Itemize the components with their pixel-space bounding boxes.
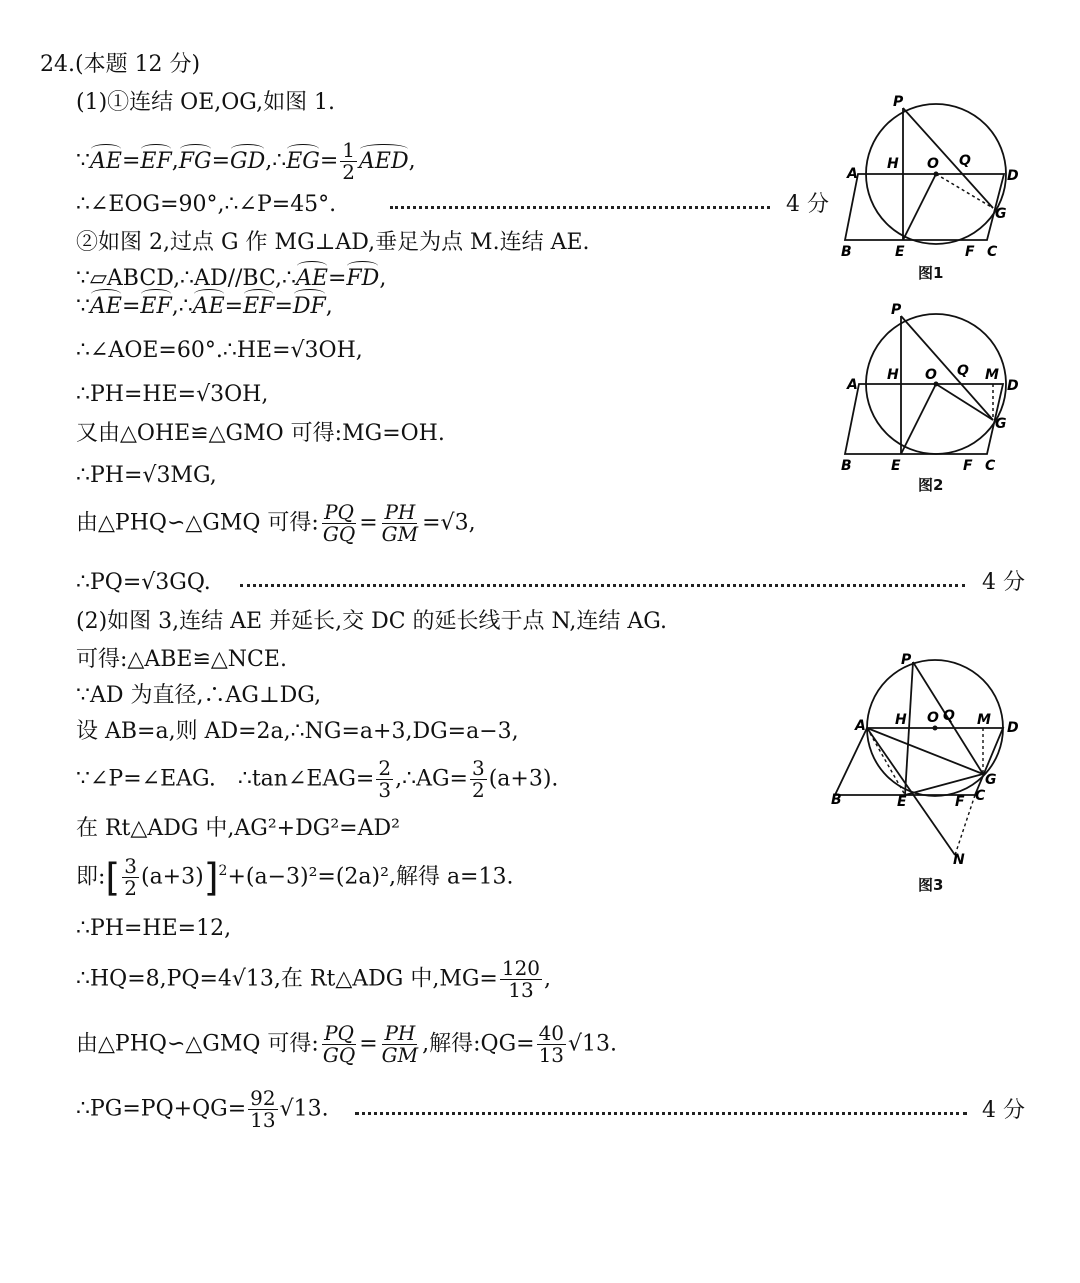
dot-leader-3 <box>355 1112 967 1115</box>
dot-leader-2 <box>240 584 965 587</box>
fig1-label-d: D <box>1007 168 1019 184</box>
p1-line10: ∴PH=√3MG, <box>76 463 217 488</box>
p1-line3: ∴∠EOG=90°,∴∠P=45°. <box>76 192 337 217</box>
p2-line7: 即:[ $\frac{3}{2}$ (a+3)]$^2$+(a−3)²=(2a)²,解得 a=13. <box>76 854 514 900</box>
arc-fg: FG <box>178 148 212 174</box>
fig2-label-d: D <box>1007 378 1019 394</box>
p2-line3: ∵AD 为直径,∴AG⊥DG, <box>76 683 322 708</box>
fig3-label-m: M <box>977 712 991 728</box>
p1-line11: 由△PHQ∽△GMQ 可得: $\frac{PQ}{GQ}$ = $\frac{PH}{GM}$ =√3, <box>76 500 476 546</box>
fig2-label-b: B <box>841 458 852 472</box>
p1-line8: ∴PH=HE=√3OH, <box>76 382 269 407</box>
figure-1 <box>835 90 1035 260</box>
p2-line4: 设 AB=a,则 AD=2a,∴NG=a+3,DG=a−3, <box>76 719 519 744</box>
fig2-label-g: G <box>995 416 1007 432</box>
fig1-label-a: A <box>847 166 858 182</box>
fig3-label-c: C <box>975 788 986 804</box>
fig3-label-b: B <box>831 792 842 808</box>
arc-ae: AE <box>90 148 122 174</box>
dot-leader-1 <box>390 206 770 209</box>
arc-eg: EG <box>286 148 320 174</box>
fig3-label-d: D <box>1007 720 1019 736</box>
fig2-label-q: Q <box>957 363 969 379</box>
fig1-label-c: C <box>987 244 998 260</box>
p2-line9: ∴HQ=8,PQ=4√13,在 Rt△ADG 中,MG= $\frac{120}{13}$ , <box>76 956 552 1002</box>
figure-1-caption: 图1 <box>918 264 944 282</box>
arc-fd: FD <box>346 266 380 291</box>
fig3-label-f: F <box>955 794 965 810</box>
fig1-label-e: E <box>895 244 905 260</box>
p2-line2: 可得:△ABE≌△NCE. <box>76 647 287 672</box>
figure-3-caption: 图3 <box>918 876 944 894</box>
fraction-half: $\frac{1}{2}$ <box>342 138 356 184</box>
p2-line10: 由△PHQ∽△GMQ 可得: $\frac{PQ}{GQ}$ = $\frac{PH}{GM}$ ,解得:QG= $\frac{40}{13}$ √13. <box>76 1021 618 1067</box>
fig1-label-b: B <box>841 244 852 260</box>
fig1-label-q: Q <box>959 153 971 169</box>
fig2-label-f: F <box>963 458 973 472</box>
problem-header: 24.(本题 12 分) <box>40 52 201 77</box>
p1-line9: 又由△OHE≌△GMO 可得:MG=OH. <box>76 421 445 446</box>
fig3-label-e: E <box>897 794 907 810</box>
fig3-label-q: Q <box>943 708 955 724</box>
p2-line1: (2)如图 3,连结 AE 并延长,交 DC 的延长线于点 N,连结 AG. <box>76 609 668 634</box>
score-3: 4 分 <box>982 1098 1025 1123</box>
fig3-label-n: N <box>953 852 965 868</box>
fig1-label-p: P <box>893 94 904 110</box>
p1-line6: ∵AE=EF,∴AE=EF=DF, <box>76 294 333 319</box>
figure-2 <box>835 302 1035 472</box>
figure-3 <box>825 650 1035 872</box>
fig2-label-h: H <box>887 367 899 383</box>
fig2-label-m: M <box>985 367 999 383</box>
figure-2-caption: 图2 <box>918 476 944 494</box>
p1-line4: ②如图 2,过点 G 作 MG⊥AD,垂足为点 M.连结 AE. <box>76 230 590 255</box>
fig2-label-a: A <box>847 377 858 393</box>
fig3-label-p: P <box>901 652 912 668</box>
fig2-label-p: P <box>891 302 902 318</box>
p2-line5: ∵∠P=∠EAG. ∴tan∠EAG= $\frac{2}{3}$ ,∴AG= $\frac{3}{2}$ (a+3). <box>76 756 559 802</box>
fig3-label-o: O <box>927 710 939 726</box>
arc-df: DF <box>292 294 326 319</box>
score-1: 4 分 <box>786 192 829 217</box>
fig1-label-g: G <box>995 206 1007 222</box>
fig2-label-c: C <box>985 458 996 472</box>
fig2-label-o: O <box>925 367 937 383</box>
p2-line8: ∴PH=HE=12, <box>76 916 232 941</box>
p1-line1: (1)①连结 OE,OG,如图 1. <box>76 90 336 115</box>
p1-line5: ∵▱ABCD,∴AD//BC,∴AE=FD, <box>76 266 387 291</box>
fig2-label-e: E <box>891 458 901 472</box>
fig3-label-g: G <box>985 772 997 788</box>
arc-gd: GD <box>230 148 266 174</box>
p2-line11: ∴PG=PQ+QG= $\frac{92}{13}$ √13. <box>76 1086 329 1132</box>
fig1-label-f: F <box>965 244 975 260</box>
fig1-label-o: O <box>927 156 939 172</box>
fig1-label-h: H <box>887 156 899 172</box>
arc-ef: EF <box>140 148 172 174</box>
fig3-label-a: A <box>855 718 866 734</box>
p2-line6: 在 Rt△ADG 中,AG²+DG²=AD² <box>76 816 400 841</box>
arc-aed: AED <box>359 148 409 174</box>
p1-line12: ∴PQ=√3GQ. <box>76 570 211 595</box>
score-2: 4 分 <box>982 570 1025 595</box>
p1-line7: ∴∠AOE=60°.∴HE=√3OH, <box>76 338 363 363</box>
p1-line2: ∵AE=EF,FG=GD,∴EG= $\frac{1}{2}$ AED, <box>76 138 416 184</box>
fig3-label-h: H <box>895 712 907 728</box>
